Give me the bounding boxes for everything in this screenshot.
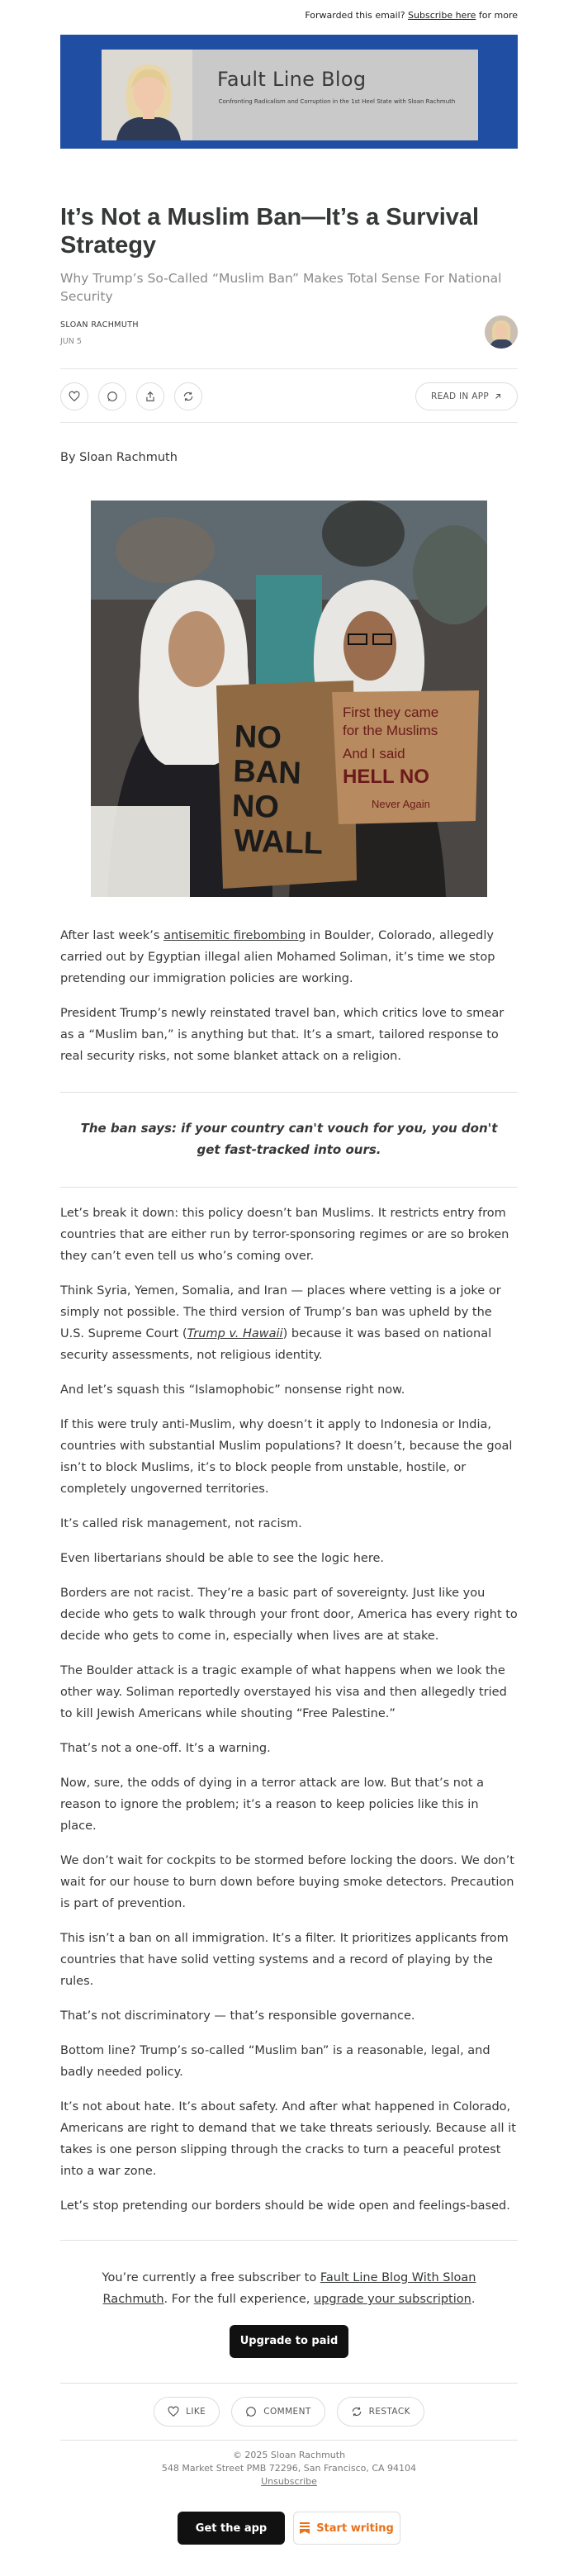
- paragraph: The Boulder attack is a tragic example of what happens when we look the other way. Soliman reportedly overstayed his visa and then allegedly tried to kill Jewish Americans while shouting “Free Palestine.”: [60, 1664, 507, 1720]
- comment-button[interactable]: [98, 382, 126, 410]
- like-pill-button[interactable]: [154, 2397, 220, 2427]
- share-icon: [144, 391, 156, 402]
- trump-v-hawaii-link[interactable]: Trump v. Hawaii: [187, 1327, 283, 1340]
- start-writing-button[interactable]: [293, 2512, 400, 2545]
- comment-label: COMMENT: [263, 2407, 311, 2417]
- heart-icon: [69, 391, 80, 402]
- arrow-up-right-icon: [494, 392, 502, 401]
- paragraph: It’s called risk management, not racism.: [60, 1517, 302, 1530]
- paragraph: And let’s squash this “Islamophobic” nonsense right now.: [60, 1383, 405, 1397]
- author-name[interactable]: SLOAN RACHMUTH: [60, 320, 139, 330]
- read-in-app-label: READ IN APP: [431, 391, 489, 401]
- copyright: © 2025 Sloan Rachmuth: [232, 2450, 346, 2460]
- paragraph: That’s not discriminatory — that’s responsible governance.: [60, 2009, 415, 2023]
- post-date: JUN 5: [60, 337, 82, 346]
- author-avatar[interactable]: [485, 315, 518, 349]
- sign-no-ban: NO BAN NO WALL: [231, 719, 324, 861]
- restack-pill-button[interactable]: [337, 2397, 424, 2427]
- sign-first-they-came: First they came for the Muslims And I said HELL NO Never Again: [343, 704, 439, 810]
- paragraph: After last week’s antisemitic firebombing in Boulder, Colorado, allegedly carried out by Egyptian illegal alien Mohamed Soliman, it’s time we stop pretending our immigration policies are working.: [60, 929, 495, 985]
- paragraph: If this were truly anti-Muslim, why doesn’t it apply to Indonesia or India, countries with substantial Muslim populations? It doesn’t, because the goal isn’t to block Muslims, it’s to block people from unstable, hostile, or completely ungoverned territories.: [60, 1418, 513, 1496]
- email-column: [60, 0, 518, 2545]
- paragraph: Let’s break it down: this policy doesn’t ban Muslims. It restricts entry from countries that are either run by terror-sponsoring regimes or are so broken they can’t even tell us who’s coming over.: [60, 1207, 509, 1263]
- share-button[interactable]: [136, 382, 164, 410]
- forwarded-text: Forwarded this email?: [305, 10, 405, 21]
- post-actions-bar: [60, 368, 518, 423]
- paragraph: Think Syria, Yemen, Somalia, and Iran — places where vetting is a joke or simply not possible. The third version of Trump’s ban was upheld by the U.S. Supreme Court (Trump v. Hawaii) because it was based on national security assessments, not religious identity.: [60, 1284, 501, 1362]
- article-body-part2: [60, 1203, 518, 2217]
- get-the-app-button[interactable]: Get the app: [178, 2512, 285, 2545]
- subscribe-here-link[interactable]: Subscribe here: [408, 10, 476, 21]
- byline-row: [60, 320, 518, 360]
- comment-icon: [107, 391, 118, 402]
- banner-blog-name: Fault Line Blog: [217, 68, 367, 91]
- email-footer: [60, 2449, 518, 2488]
- divider: [60, 2383, 518, 2384]
- banner-tagline: Confronting Radicalism and Corruption in the 1st Heel State with Sloan Rachmuth: [218, 98, 456, 105]
- forwarded-notice: [60, 0, 518, 35]
- antisemitic-firebombing-link[interactable]: antisemitic firebombing: [163, 929, 306, 942]
- post-subtitle: Why Trump’s So-Called “Muslim Ban” Makes Total Sense For National Security: [60, 271, 502, 304]
- restack-label: RESTACK: [368, 2407, 410, 2417]
- footer-buttons: [60, 2512, 518, 2545]
- paragraph: Bottom line? Trump’s so-called “Muslim ban” is a reasonable, legal, and badly needed policy.: [60, 2044, 490, 2079]
- divider: [60, 1187, 518, 1188]
- restack-icon: [182, 391, 194, 402]
- pull-quote: The ban says: if your country can't vouch for you, you don't get fast-tracked into ours.: [80, 1121, 498, 1157]
- engagement-row: [60, 2397, 518, 2427]
- forwarded-suffix: for more: [478, 10, 518, 21]
- upgrade-to-paid-button[interactable]: Upgrade to paid: [230, 2325, 348, 2358]
- read-in-app-button[interactable]: [415, 382, 518, 410]
- paragraph: This isn’t a ban on all immigration. It’s a filter. It prioritizes applicants from countries that have solid vetting systems and a record of playing by the rules.: [60, 1932, 509, 1988]
- blog-banner[interactable]: [60, 35, 518, 149]
- substack-logo-icon: [300, 2522, 310, 2534]
- like-button[interactable]: [60, 382, 88, 410]
- paragraph: That’s not a one-off. It’s a warning.: [60, 1742, 271, 1755]
- paragraph: Let’s stop pretending our borders should be wide open and feelings-based.: [60, 2199, 510, 2213]
- heart-icon: [168, 2406, 179, 2417]
- like-label: LIKE: [186, 2407, 206, 2417]
- banner-author-photo: [102, 50, 192, 140]
- post-title[interactable]: It’s Not a Muslim Ban—It’s a Survival Strategy: [60, 204, 480, 259]
- article-body-part1: [60, 925, 518, 1067]
- comment-pill-button[interactable]: [231, 2397, 325, 2427]
- comment-icon: [245, 2406, 257, 2417]
- paragraph: Even libertarians should be able to see the logic here.: [60, 1552, 385, 1565]
- paragraph: It’s not about hate. It’s about safety. And after what happened in Colorado, Americans are right to demand that we take threats seriously. Because all it takes is one person slipping through the cracks to turn a peaceful protest into a war zone.: [60, 2100, 516, 2178]
- restack-icon: [351, 2406, 362, 2417]
- blog-name-link[interactable]: Fault Line Blog With Sloan Rachmuth: [102, 2271, 476, 2306]
- divider: [60, 2440, 518, 2441]
- paragraph: President Trump’s newly reinstated travel ban, which critics love to smear as a “Muslim ban,” is anything but that. It’s a smart, tailored response to real security risks, not some blanket attack on a religion.: [60, 1007, 505, 1063]
- paragraph: We don’t wait for cockpits to be stormed before locking the doors. We don’t wait for our house to burn down before buying smoke detectors. Precaution is part of prevention.: [60, 1854, 514, 1910]
- divider: [60, 2240, 518, 2241]
- subscription-note: You’re currently a free subscriber to Fault Line Blog With Sloan Rachmuth. For the full experience, upgrade your subscription.: [102, 2271, 476, 2306]
- hero-photo: [91, 500, 487, 897]
- paragraph: Now, sure, the odds of dying in a terror attack are low. But that’s not a reason to ignore the problem; it’s a reason to keep policies like this in place.: [60, 1777, 485, 1833]
- article-byline: By Sloan Rachmuth: [60, 451, 178, 464]
- paragraph: Borders are not racist. They’re a basic part of sovereignty. Just like you decide who gets to walk through your front door, America has every right to decide who gets to come in, especially when lives are at stake.: [60, 1587, 518, 1643]
- upgrade-subscription-link[interactable]: upgrade your subscription: [313, 2293, 471, 2306]
- restack-button[interactable]: [174, 382, 202, 410]
- postal-address: 548 Market Street PMB 72296, San Francisco, CA 94104: [161, 2463, 417, 2474]
- unsubscribe-link[interactable]: Unsubscribe: [261, 2476, 317, 2487]
- start-writing-label: Start writing: [316, 2521, 394, 2535]
- banner-card: [102, 50, 478, 140]
